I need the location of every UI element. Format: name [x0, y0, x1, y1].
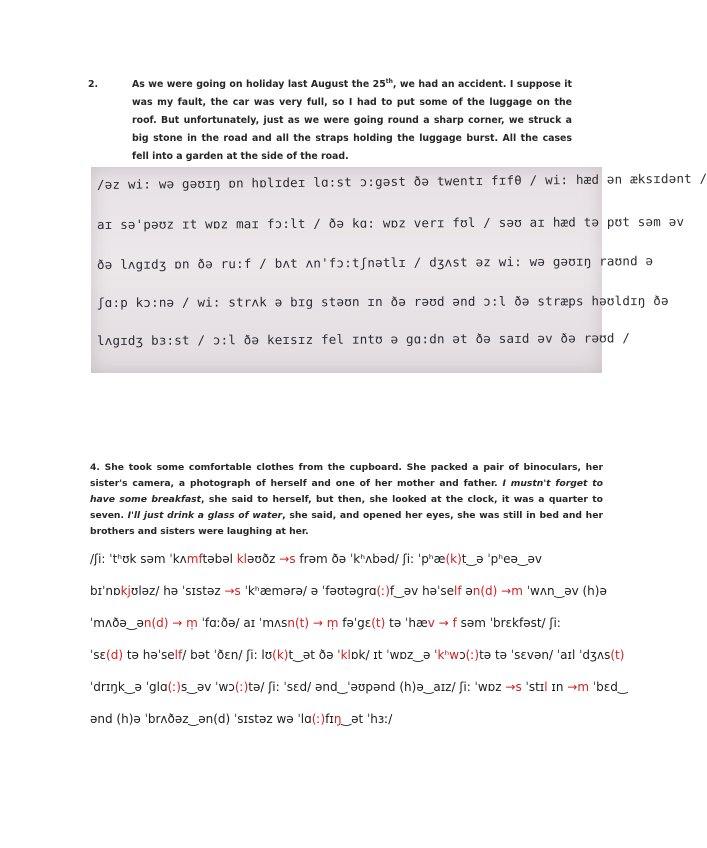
ipa-highlight: lf [454, 584, 462, 598]
question-4-text-a: 4. She took some comfortable clothes from the cupboard. She packed a pair of binoculars, her sister's camera, a photograph of herself and one of her mother and father. [90, 462, 603, 489]
ipa-highlight: kʰw [437, 648, 460, 662]
ipa-segment: tə tə ˈsɛvən/ ˈaɪl ˈdʒʌs [479, 648, 611, 662]
handwritten-line-4: ʃɑ:p kɔ:nə / wi: strʌk ə bɪg stəʊn ɪn ðə rəʊd ənd ɔ:l ðə stræps həʊldɪŋ ðə [96, 293, 669, 310]
handwritten-line-1: /əz wi: wə gəʊɪŋ ɒn hɒlɪdeɪ lɑ:st ɔ:gəst ðə twentɪ fɪfθ / wi: hæd ən æksɪdənt / [96, 170, 707, 192]
ipa-segment: ə [461, 584, 473, 598]
ipa-highlight: (k) [445, 552, 462, 566]
ipa-highlight: mf [186, 552, 203, 566]
ipa-segment: səm ˈbrɛkfəst/ ʃi: [456, 616, 561, 630]
ipa-segment: ˈkʰæmərə/ ə ˈfəʊtəgrɑ [240, 584, 377, 598]
ipa-highlight: (t) [371, 616, 386, 630]
handwritten-line-5: lʌgɪdʒ bɜ:st / ɔ:l ðə keɪsɪz fel ɪntʊ ə gɑ:dn ət ðə saɪd əv ðə rəʊd / [96, 330, 631, 348]
ipa-segment: ənd (h)ə ˈbrʌðəz‿ən(d) ˈsɪstəz wə ˈlɑ [90, 712, 312, 726]
ipa-segment: frəm ðə ˈkʰʌbəd/ ʃi: ˈpʰæ [295, 552, 446, 566]
question-2-paragraph [88, 76, 572, 166]
ipa-segment: tə/ ʃi: ˈsɛd/ ənd‿ˈəʊpənd (h)ə‿aɪz/ ʃi: ˈwɒz [248, 680, 506, 694]
ipa-segment: ˈwʌn‿əv (h)ə [522, 584, 607, 598]
ipa-segment: ʊləz/ hə ˈsɪstəz [130, 584, 225, 598]
question-4-text-b: , she said to herself, but then, she looked at the clock, it was a quarter to seven. [90, 494, 603, 521]
ipa-line-1 [90, 552, 605, 566]
question-4-italic-a: I mustn't forget to have some breakfast [90, 478, 603, 505]
question-4-paragraph [90, 460, 603, 540]
ipa-segment: ˈsɛ [90, 648, 107, 662]
ipa-highlight: (k) [272, 648, 289, 662]
ipa-segment: ˈmʌðə‿ə [90, 616, 144, 630]
ipa-segment: bɪˈnɒ [90, 584, 121, 598]
ipa-segment: ‿ət ˈhɜː/ [341, 712, 393, 726]
ipa-segment: ˈdrɪŋk‿ə ˈglɑ [90, 680, 168, 694]
ipa-highlight: n(d) →m [472, 584, 523, 598]
ipa-line-2 [90, 584, 605, 598]
ipa-highlight: (ː) [376, 584, 390, 598]
ipa-segment: ˈfɑːðə/ aɪ ˈmʌs [197, 616, 288, 630]
ipa-segment: tə həˈse [123, 648, 175, 662]
ipa-highlight: →m [567, 680, 590, 694]
question-2-number: 2. [88, 79, 99, 90]
ipa-line-4 [90, 648, 625, 662]
ipa-segment: ˈbɛd‿ [589, 680, 628, 694]
ipa-segment: ˈstɪ [521, 680, 545, 694]
question-2-superscript: th [385, 77, 393, 85]
ipa-segment: ɪn [547, 680, 568, 694]
ipa-line-6 [90, 712, 605, 726]
handwritten-line-3: ðə lʌgɪdʒ ɒn ðə ru:f / bʌt ʌn'fɔ:tʃnətlɪ / dʒʌst əz wi: wə gəʊɪŋ raʊnd ə [96, 253, 654, 272]
ipa-highlight: (d) [106, 648, 124, 662]
ipa-line-5 [90, 680, 628, 694]
ipa-highlight: (ː) [167, 680, 181, 694]
ipa-segment: əʊðz [247, 552, 280, 566]
ipa-highlight: n(t) → ṃ [287, 616, 339, 630]
ipa-highlight: →s [505, 680, 522, 694]
question-4-text-c: , she said, and opened her eyes, she was still in bed and her brothers and sisters were laughing at her. [90, 510, 603, 537]
ipa-segment: ɒk/ ɪt ˈwɒz‿ə ˈ [350, 648, 438, 662]
ipa-highlight: kl [232, 552, 248, 566]
ipa-highlight: ŋ [333, 712, 342, 726]
ipa-highlight: (ː) [234, 680, 249, 694]
question-2-text-a: As we were going on holiday last August the 25 [132, 79, 386, 90]
ipa-highlight: l [544, 680, 548, 694]
ipa-segment: tə ˈhæ [385, 616, 428, 630]
ipa-segment: fɪ [325, 712, 334, 726]
ipa-highlight: n(d) → ṃ [143, 616, 198, 630]
ipa-segment: t‿ə ˈpʰeə‿əv [461, 552, 542, 566]
ipa-highlight: →s [224, 584, 241, 598]
ipa-line-3 [90, 616, 605, 630]
ipa-segment: ɔ [459, 648, 466, 662]
ipa-highlight: (ː) [311, 712, 326, 726]
ipa-highlight: kj [120, 584, 131, 598]
ipa-segment: / bət ˈðɛn/ ʃi: lʊ [182, 648, 273, 662]
ipa-segment: fəˈgɛ [338, 616, 372, 630]
question-4-italic-b: I'll just drink a glass of water [127, 510, 283, 521]
ipa-highlight: →s [279, 552, 296, 566]
ipa-segment: f‿əv həˈse [389, 584, 454, 598]
ipa-highlight: kl [340, 648, 351, 662]
ipa-highlight: (ː) [465, 648, 480, 662]
handwritten-line-2: aɪ sə'pəʊz ɪt wɒz maɪ fɔ:lt / ðə kɑ: wɒz verɪ fʊl / səʊ aɪ hæd tə pʊt səm əv [96, 213, 685, 232]
ipa-highlight: v → f [427, 616, 457, 630]
ipa-segment: s‿əv ˈwɔ [180, 680, 235, 694]
ipa-highlight: (t) [610, 648, 625, 662]
ipa-highlight: lf [174, 648, 183, 662]
question-2-text-b: , we had an accident. I suppose it was my fault, the car was very full, so I had to put some of the luggage on the roof. But unfortunately, just as we were going round a sharp corner, we struck a big stone in the road and all the straps holding the luggage burst. All the cases fell into a garden at the side of the road. [132, 79, 572, 162]
handwritten-transcription-photo [91, 167, 707, 373]
ipa-segment: t‿ət ðə ˈ [288, 648, 341, 662]
ipa-segment: /ʃi: ˈtʰʊk səm ˈkʌ [90, 552, 187, 566]
ipa-segment: təbəl [202, 552, 233, 566]
